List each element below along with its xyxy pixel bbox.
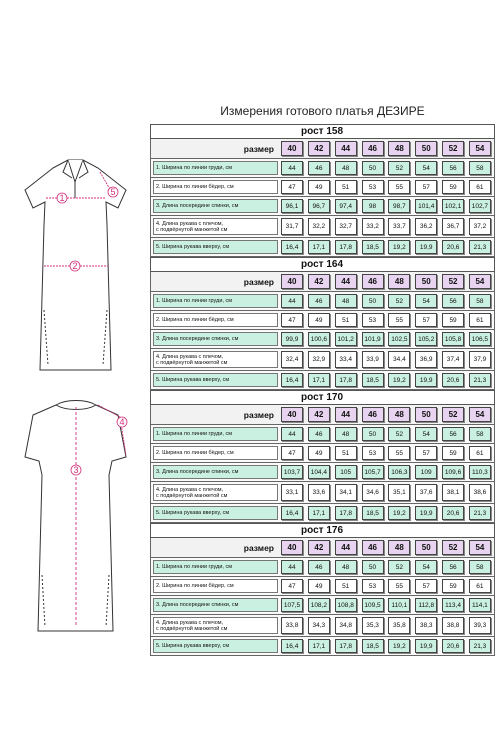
measurement-value: 102,1: [442, 199, 464, 213]
measurement-label: 4. Длина рукава с плечом, с подвёрнутой манжетой см: [153, 351, 278, 368]
measurement-value: 47: [281, 579, 303, 593]
measurement-value: 55: [388, 579, 410, 593]
measurement-row: [150, 482, 495, 504]
measurement-label: 1. Ширина по линии груди, см: [153, 294, 278, 308]
measurement-cells: [281, 598, 491, 612]
size-cell: 40: [281, 540, 303, 555]
measurement-value: 104,4: [308, 465, 330, 479]
size-cells: [281, 274, 491, 289]
measurement-value: 38,6: [469, 484, 491, 501]
measurement-value: 56: [442, 294, 464, 308]
measurement-row: [150, 444, 495, 463]
measurement-value: 52: [388, 560, 410, 574]
measurement-value: 46: [308, 427, 330, 441]
measurement-value: 49: [308, 180, 330, 194]
measurement-value: 53: [362, 180, 384, 194]
measurement-value: 20,6: [442, 373, 464, 387]
measurement-cells: [281, 373, 491, 387]
measurement-value: 17,8: [335, 373, 357, 387]
measurement-value: 106,5: [469, 332, 491, 346]
measurement-value: 19,2: [388, 240, 410, 254]
measurement-label: 2. Ширина по линии бёдер, см: [153, 180, 278, 194]
measurement-value: 20,6: [442, 639, 464, 653]
measurement-row: [150, 504, 495, 523]
measurement-cells: [281, 639, 491, 653]
measurement-value: 58: [469, 161, 491, 175]
measurement-value: 48: [335, 161, 357, 175]
measurement-value: 39,3: [469, 617, 491, 634]
height-table: [150, 257, 495, 390]
measurement-value: 21,3: [469, 373, 491, 387]
size-cell: 52: [442, 274, 464, 289]
measurement-label: 5. Ширина рукава вверху, см: [153, 240, 278, 254]
measurement-cells: [281, 351, 491, 368]
height-table: [150, 390, 495, 523]
measurement-value: 34,4: [388, 351, 410, 368]
measurement-value: 49: [308, 446, 330, 460]
measurement-value: 98: [362, 199, 384, 213]
measurement-value: 50: [362, 560, 384, 574]
measurement-value: 101,9: [362, 332, 384, 346]
measurement-row: [150, 197, 495, 216]
size-row: [150, 272, 495, 292]
measurement-value: 58: [469, 427, 491, 441]
size-cell: 54: [469, 141, 491, 156]
measurement-value: 54: [415, 560, 437, 574]
size-cell: 54: [469, 407, 491, 422]
measurement-value: 18,5: [362, 506, 384, 520]
measurement-value: 99,9: [281, 332, 303, 346]
measurement-value: 59: [442, 313, 464, 327]
measurement-value: 19,2: [388, 506, 410, 520]
measurement-value: 54: [415, 161, 437, 175]
measurement-value: 36,7: [442, 218, 464, 235]
measurement-value: 35,8: [388, 617, 410, 634]
measurement-label: 4. Длина рукава с плечом, с подвёрнутой манжетой см: [153, 617, 278, 634]
measurement-value: 55: [388, 446, 410, 460]
size-row: [150, 139, 495, 159]
measurement-value: 50: [362, 161, 384, 175]
measurement-value: 59: [442, 446, 464, 460]
measurement-value: 109,6: [442, 465, 464, 479]
size-cell: 48: [388, 141, 410, 156]
measurement-value: 100,6: [308, 332, 330, 346]
measurement-cells: [281, 465, 491, 479]
measurement-value: 107,5: [281, 598, 303, 612]
measurement-value: 34,6: [362, 484, 384, 501]
measurement-cells: [281, 579, 491, 593]
size-cell: 50: [415, 141, 437, 156]
size-cell: 40: [281, 141, 303, 156]
measurement-value: 57: [415, 579, 437, 593]
measurement-label: 3. Длина посередине спинки, см: [153, 332, 278, 346]
measurement-value: 103,7: [281, 465, 303, 479]
measurement-value: 109,5: [362, 598, 384, 612]
measurement-value: 32,4: [281, 351, 303, 368]
size-cell: 42: [308, 274, 330, 289]
measurement-label: 3. Длина посередине спинки, см: [153, 199, 278, 213]
measurement-value: 102,5: [388, 332, 410, 346]
measurement-value: 47: [281, 180, 303, 194]
measurement-value: 61: [469, 313, 491, 327]
measurement-label: 1. Ширина по линии груди, см: [153, 161, 278, 175]
measurement-value: 19,2: [388, 373, 410, 387]
measurement-value: 33,2: [362, 218, 384, 235]
measurement-label: 4. Длина рукава с плечом, с подвёрнутой манжетой см: [153, 218, 278, 235]
measurement-value: 96,1: [281, 199, 303, 213]
measurement-value: 17,8: [335, 506, 357, 520]
measurement-value: 19,9: [415, 240, 437, 254]
measurement-value: 35,3: [362, 617, 384, 634]
measurement-value: 57: [415, 446, 437, 460]
measurement-value: 18,5: [362, 373, 384, 387]
measurement-cells: [281, 180, 491, 194]
measurement-value: 17,8: [335, 240, 357, 254]
measurement-value: 53: [362, 313, 384, 327]
measurement-row: [150, 178, 495, 197]
measurement-row: [150, 330, 495, 349]
height-header: рост 164: [150, 257, 495, 272]
measurement-label: 3. Длина посередине спинки, см: [153, 598, 278, 612]
measurement-value: 58: [469, 560, 491, 574]
size-cell: 46: [362, 540, 384, 555]
measurement-value: 33,7: [388, 218, 410, 235]
measurement-value: 57: [415, 180, 437, 194]
height-header: рост 176: [150, 523, 495, 538]
marker-3-label: 3: [73, 465, 79, 475]
measurement-tables: [150, 124, 495, 656]
measurement-value: 52: [388, 427, 410, 441]
measurement-value: 50: [362, 294, 384, 308]
measurement-label: 5. Ширина рукава вверху, см: [153, 506, 278, 520]
measurement-value: 31,7: [281, 218, 303, 235]
measurement-label: 1. Ширина по линии груди, см: [153, 560, 278, 574]
size-cell: 48: [388, 407, 410, 422]
measurement-row: [150, 425, 495, 444]
measurement-label: 5. Ширина рукава вверху, см: [153, 639, 278, 653]
measurement-value: 50: [362, 427, 384, 441]
size-row-label: размер: [243, 409, 274, 420]
measurement-label: 4. Длина рукава с плечом, с подвёрнутой манжетой см: [153, 484, 278, 501]
measurement-value: 109: [415, 465, 437, 479]
size-cell: 42: [308, 540, 330, 555]
measurement-value: 97,4: [335, 199, 357, 213]
measurement-value: 105,7: [362, 465, 384, 479]
measurement-value: 101,4: [415, 199, 437, 213]
size-cells: [281, 540, 491, 555]
size-cell: 52: [442, 141, 464, 156]
measurement-value: 38,1: [442, 484, 464, 501]
measurement-value: 34,3: [308, 617, 330, 634]
measurement-cells: [281, 506, 491, 520]
size-cell: 54: [469, 540, 491, 555]
size-row-label: размер: [243, 276, 274, 287]
measurement-value: 33,6: [308, 484, 330, 501]
measurement-cells: [281, 484, 491, 501]
measurement-value: 106,3: [388, 465, 410, 479]
measurement-value: 21,3: [469, 639, 491, 653]
measurement-cells: [281, 199, 491, 213]
measurement-cells: [281, 218, 491, 235]
measurement-value: 17,8: [335, 639, 357, 653]
measurement-value: 105,2: [415, 332, 437, 346]
measurement-value: 110,3: [469, 465, 491, 479]
measurement-value: 56: [442, 427, 464, 441]
measurement-value: 61: [469, 579, 491, 593]
measurement-label: 2. Ширина по линии бёдер, см: [153, 313, 278, 327]
measurement-value: 19,9: [415, 506, 437, 520]
measurement-value: 108,8: [335, 598, 357, 612]
measurement-row: [150, 577, 495, 596]
measurement-value: 59: [442, 180, 464, 194]
measurement-value: 44: [281, 427, 303, 441]
measurement-value: 21,3: [469, 240, 491, 254]
measurement-value: 37,9: [469, 351, 491, 368]
measurement-value: 19,2: [388, 639, 410, 653]
measurement-value: 44: [281, 294, 303, 308]
measurement-value: 58: [469, 294, 491, 308]
measurement-row: [150, 558, 495, 577]
measurement-value: 19,9: [415, 373, 437, 387]
size-row: [150, 405, 495, 425]
measurement-row: [150, 371, 495, 390]
measurement-value: 51: [335, 313, 357, 327]
measurement-value: 108,2: [308, 598, 330, 612]
measurement-value: 49: [308, 579, 330, 593]
measurement-value: 17,1: [308, 639, 330, 653]
measurement-value: 34,8: [335, 617, 357, 634]
measurement-value: 33,9: [362, 351, 384, 368]
size-cell: 50: [415, 274, 437, 289]
measurement-row: [150, 238, 495, 257]
measurement-label: 3. Длина посередине спинки, см: [153, 465, 278, 479]
measurement-value: 51: [335, 579, 357, 593]
size-cell: 46: [362, 274, 384, 289]
measurement-value: 32,9: [308, 351, 330, 368]
measurement-value: 56: [442, 560, 464, 574]
measurement-value: 55: [388, 180, 410, 194]
measurement-value: 47: [281, 313, 303, 327]
size-cell: 44: [335, 540, 357, 555]
height-table: [150, 124, 495, 257]
size-cell: 52: [442, 407, 464, 422]
size-cell: 40: [281, 407, 303, 422]
measurement-value: 33,4: [335, 351, 357, 368]
measurement-value: 46: [308, 560, 330, 574]
measurement-row: [150, 311, 495, 330]
measurement-cells: [281, 560, 491, 574]
measurement-row: [150, 216, 495, 238]
measurement-value: 37,2: [469, 218, 491, 235]
measurement-value: 48: [335, 427, 357, 441]
measurement-value: 102,7: [469, 199, 491, 213]
measurement-cells: [281, 313, 491, 327]
measurement-cells: [281, 240, 491, 254]
measurement-value: 61: [469, 446, 491, 460]
measurement-value: 18,5: [362, 240, 384, 254]
marker-4-label: 4: [119, 417, 125, 427]
measurement-cells: [281, 427, 491, 441]
measurement-value: 57: [415, 313, 437, 327]
measurement-row: [150, 349, 495, 371]
measurement-value: 37,6: [415, 484, 437, 501]
measurement-value: 34,1: [335, 484, 357, 501]
measurement-value: 32,7: [335, 218, 357, 235]
measurement-value: 16,4: [281, 506, 303, 520]
measurement-value: 53: [362, 579, 384, 593]
size-cell: 48: [388, 540, 410, 555]
measurement-value: 54: [415, 427, 437, 441]
measurement-row: [150, 615, 495, 637]
size-cells: [281, 141, 491, 156]
size-cell: 46: [362, 407, 384, 422]
measurement-value: 98,7: [388, 199, 410, 213]
measurement-value: 54: [415, 294, 437, 308]
measurement-value: 20,6: [442, 240, 464, 254]
size-cell: 44: [335, 407, 357, 422]
measurement-value: 49: [308, 313, 330, 327]
measurement-value: 44: [281, 161, 303, 175]
measurement-value: 112,8: [415, 598, 437, 612]
measurement-label: 2. Ширина по линии бёдер, см: [153, 579, 278, 593]
measurement-value: 18,5: [362, 639, 384, 653]
size-row: [150, 538, 495, 558]
measurement-value: 113,4: [442, 598, 464, 612]
measurement-value: 56: [442, 161, 464, 175]
measurement-value: 16,4: [281, 639, 303, 653]
size-cell: 50: [415, 407, 437, 422]
measurement-value: 37,4: [442, 351, 464, 368]
measurement-label: 1. Ширина по линии груди, см: [153, 427, 278, 441]
measurement-value: 20,6: [442, 506, 464, 520]
measurement-value: 19,9: [415, 639, 437, 653]
page-title: Измерения готового платья ДЕЗИРЕ: [220, 104, 425, 118]
size-row-label: размер: [243, 143, 274, 154]
size-cell: 46: [362, 141, 384, 156]
measurement-value: 59: [442, 579, 464, 593]
measurement-value: 38,3: [415, 617, 437, 634]
measurement-value: 105: [335, 465, 357, 479]
front-dress-sketch: [8, 150, 143, 375]
measurement-row: [150, 596, 495, 615]
measurement-row: [150, 463, 495, 482]
measurement-cells: [281, 294, 491, 308]
measurement-value: 17,1: [308, 506, 330, 520]
size-cell: 42: [308, 141, 330, 156]
measurement-value: 46: [308, 294, 330, 308]
measurement-value: 105,8: [442, 332, 464, 346]
measurement-value: 36,2: [415, 218, 437, 235]
measurement-row: [150, 159, 495, 178]
measurement-value: 52: [388, 294, 410, 308]
measurement-value: 51: [335, 446, 357, 460]
measurement-value: 33,1: [281, 484, 303, 501]
measurement-label: 5. Ширина рукава вверху, см: [153, 373, 278, 387]
measurement-value: 61: [469, 180, 491, 194]
measurement-value: 46: [308, 161, 330, 175]
measurement-value: 114,1: [469, 598, 491, 612]
size-cell: 52: [442, 540, 464, 555]
size-cell: 50: [415, 540, 437, 555]
measurement-value: 17,1: [308, 240, 330, 254]
height-header: рост 170: [150, 390, 495, 405]
size-row-label: размер: [243, 542, 274, 553]
size-cell: 44: [335, 274, 357, 289]
marker-1-label: 1: [59, 193, 65, 203]
measurement-value: 55: [388, 313, 410, 327]
height-header: рост 158: [150, 124, 495, 139]
measurement-value: 16,4: [281, 373, 303, 387]
size-cell: 54: [469, 274, 491, 289]
measurement-cells: [281, 617, 491, 634]
size-cell: 40: [281, 274, 303, 289]
measurement-value: 44: [281, 560, 303, 574]
measurement-value: 35,1: [388, 484, 410, 501]
marker-2-label: 2: [72, 261, 78, 271]
measurement-cells: [281, 446, 491, 460]
size-cell: 44: [335, 141, 357, 156]
measurement-value: 53: [362, 446, 384, 460]
measurement-value: 32,2: [308, 218, 330, 235]
back-dress-sketch: [8, 395, 143, 635]
measurement-value: 47: [281, 446, 303, 460]
measurement-label: 2. Ширина по линии бёдер, см: [153, 446, 278, 460]
size-cell: 42: [308, 407, 330, 422]
measurement-value: 38,8: [442, 617, 464, 634]
measurement-value: 48: [335, 560, 357, 574]
measurement-row: [150, 637, 495, 656]
measurement-value: 96,7: [308, 199, 330, 213]
measurement-cells: [281, 161, 491, 175]
size-cells: [281, 407, 491, 422]
measurement-value: 110,1: [388, 598, 410, 612]
height-table: [150, 523, 495, 656]
measurement-value: 33,8: [281, 617, 303, 634]
measurement-value: 17,1: [308, 373, 330, 387]
measurement-value: 16,4: [281, 240, 303, 254]
measurement-value: 52: [388, 161, 410, 175]
marker-5-label: 5: [110, 187, 116, 197]
measurement-value: 48: [335, 294, 357, 308]
measurement-value: 101,2: [335, 332, 357, 346]
size-cell: 48: [388, 274, 410, 289]
measurement-cells: [281, 332, 491, 346]
measurement-value: 36,9: [415, 351, 437, 368]
measurement-value: 51: [335, 180, 357, 194]
measurement-row: [150, 292, 495, 311]
measurement-value: 21,3: [469, 506, 491, 520]
